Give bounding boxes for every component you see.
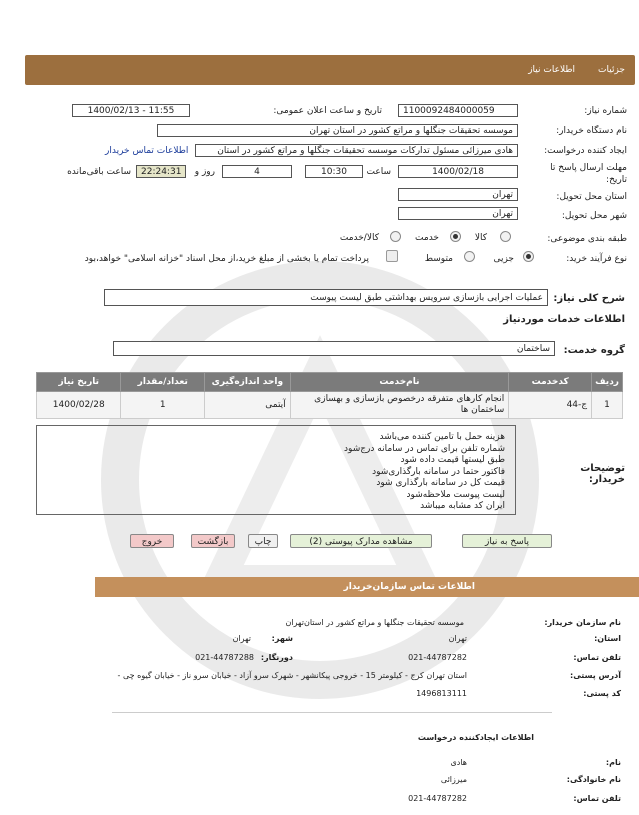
cell-unit: آیتمی bbox=[205, 392, 291, 419]
col-qty: تعداد/مقدار bbox=[121, 373, 205, 392]
col-code: کدخدمت bbox=[509, 373, 592, 392]
process-small-radio[interactable] bbox=[523, 251, 534, 262]
days-field: 4 bbox=[222, 165, 292, 178]
attachments-button[interactable]: مشاهده مدارک پیوستی (2) bbox=[290, 534, 432, 548]
cell-date: 1400/02/28 bbox=[37, 392, 121, 419]
buyer-label: نام دستگاه خریدار: bbox=[556, 126, 627, 136]
note-line: طبق لیستها قیمت داده شود bbox=[400, 455, 505, 465]
announce-label: تاریخ و ساعت اعلان عمومی: bbox=[273, 106, 382, 116]
need-number-field: 1100092484000059 bbox=[398, 104, 518, 117]
contact-address-label: آدرس پستی: bbox=[570, 671, 621, 680]
remaining-label: ساعت باقی‌مانده bbox=[67, 167, 131, 177]
process-medium-radio[interactable] bbox=[464, 251, 475, 262]
category-label: طبقه بندی موضوعی: bbox=[547, 234, 627, 244]
creator-label: ایجاد کننده درخواست: bbox=[544, 146, 627, 156]
print-button[interactable]: چاپ bbox=[248, 534, 278, 548]
col-row: ردیف bbox=[592, 373, 623, 392]
back-button[interactable]: بازگشت bbox=[191, 534, 235, 548]
category-goods-label: کالا bbox=[474, 233, 487, 243]
contact-fax-value: 021-44787288 bbox=[195, 653, 254, 662]
services-table bbox=[36, 372, 623, 419]
deadline-time-field: 10:30 bbox=[305, 165, 363, 178]
contact-section-bar bbox=[95, 577, 639, 597]
divider bbox=[112, 712, 552, 713]
province-label: استان محل تحویل: bbox=[556, 192, 627, 202]
reply-button[interactable]: پاسخ به نیاز bbox=[462, 534, 552, 548]
category-service-radio[interactable] bbox=[450, 231, 461, 242]
note-line: فاکتور حتما در سامانه بارگذاری‌شود bbox=[372, 466, 505, 477]
note-line: لیست پیوست ملاحظه‌شود bbox=[406, 489, 505, 500]
buyer-notes-box bbox=[36, 425, 516, 515]
city-label: شهر محل تحویل: bbox=[561, 211, 627, 221]
treasury-checkbox[interactable] bbox=[386, 250, 398, 262]
creator-name-value: هادی bbox=[450, 758, 467, 767]
city-field: تهران bbox=[398, 207, 518, 220]
announce-field: 1400/02/13 - 11:55 bbox=[72, 104, 190, 117]
days-label: روز و bbox=[194, 167, 215, 177]
contact-postal-label: کد پستی: bbox=[583, 689, 621, 698]
process-small-label: جزیی bbox=[493, 254, 514, 264]
col-unit: واحد اندازه‌گیری bbox=[205, 373, 291, 392]
contact-address-value: استان تهران کرج - کیلومتر 15 - خروجی پیکانشهر - شهرک سرو آزاد - خیابان سرو ناز - خیابان گیوه چی - bbox=[117, 671, 467, 680]
creator-info-title: اطلاعات ایجادکننده درخواست bbox=[417, 733, 534, 742]
creator-name-label: نام: bbox=[605, 758, 621, 767]
summary-label: شرح کلی نیاز: bbox=[553, 293, 625, 304]
col-name: نام‌خدمت bbox=[290, 373, 509, 392]
contact-phone-value: 021-44787282 bbox=[408, 653, 467, 662]
buyer-field: موسسه تحقیقات جنگلها و مراتع کشور در استان تهران bbox=[157, 124, 518, 137]
header-bar bbox=[25, 55, 635, 85]
cell-name: انجام کارهای متفرقه درخصوص بازسازی و بهسازی ساختمان ها bbox=[290, 392, 509, 419]
buyer-notes-label: توضیحات خریدار: bbox=[580, 463, 625, 485]
org-label: نام سازمان خریدار: bbox=[544, 618, 621, 627]
tab-details[interactable]: جزئیات bbox=[598, 65, 625, 75]
buyer-contact-link[interactable]: اطلاعات تماس خریدار bbox=[105, 146, 189, 156]
creator-phone-value: 021-44787282 bbox=[408, 794, 467, 803]
category-both-radio[interactable] bbox=[390, 231, 401, 242]
group-label: گروه خدمت: bbox=[563, 345, 625, 356]
contact-fax-label: دورنگار: bbox=[260, 653, 293, 662]
creator-phone-label: تلفن تماس: bbox=[573, 794, 621, 803]
deadline-label: مهلت ارسال پاسخ تا bbox=[550, 163, 627, 173]
creator-field: هادی میرزائی مسئول تدارکات موسسه تحقیقات جنگلها و مراتع کشور در استان bbox=[195, 144, 518, 157]
table-header-row bbox=[37, 373, 623, 392]
category-service-label: خدمت bbox=[415, 233, 439, 243]
col-date: تاریخ نیاز bbox=[37, 373, 121, 392]
contact-province-value: تهران bbox=[448, 634, 467, 643]
payment-note: پرداخت تمام یا بخشی از مبلغ خرید،از محل اسناد "خزانه اسلامی" خواهد،بود bbox=[84, 254, 369, 264]
tab-need-info[interactable]: اطلاعات نیاز bbox=[528, 65, 575, 75]
need-number-label: شماره نیاز: bbox=[584, 106, 627, 116]
deadline-label-date: تاریخ: bbox=[606, 175, 627, 185]
deadline-date-field: 1400/02/18 bbox=[398, 165, 518, 178]
note-line: شماره تلفن برای تماس در سامانه درج‌شود bbox=[344, 443, 505, 454]
creator-family-value: میرزائی bbox=[440, 775, 467, 784]
contact-section-title: اطلاعات تماس سازمان‌خریدار bbox=[343, 582, 475, 592]
cell-qty: 1 bbox=[121, 392, 205, 419]
province-field: تهران bbox=[398, 188, 518, 201]
summary-field: عملیات اجرایی بازسازی سرویس بهداشتی طبق لیست پیوست bbox=[104, 289, 548, 306]
remaining-time-field: 22:24:31 bbox=[136, 165, 186, 178]
note-line: هزینه حمل با تامین کننده می‌باشد bbox=[379, 432, 505, 442]
contact-city-label: شهر: bbox=[271, 634, 293, 643]
services-title: اطلاعات خدمات موردنیاز bbox=[503, 314, 625, 325]
contact-postal-value: 1496813111 bbox=[416, 689, 467, 698]
cell-code: ج-44 bbox=[509, 392, 592, 419]
note-line: قیمت کل در سامانه بارگذاری شود bbox=[376, 478, 505, 488]
process-label: نوع فرآیند خرید: bbox=[566, 254, 627, 264]
time-label: ساعت bbox=[366, 167, 391, 177]
category-goods-radio[interactable] bbox=[500, 231, 511, 242]
cell-row: 1 bbox=[592, 392, 623, 419]
creator-family-label: نام خانوادگی: bbox=[566, 775, 621, 784]
exit-button[interactable]: خروج bbox=[130, 534, 174, 548]
category-both-label: کالا/خدمت bbox=[339, 233, 379, 243]
contact-phone-label: تلفن تماس: bbox=[573, 653, 621, 662]
contact-province-label: استان: bbox=[594, 634, 621, 643]
table-row bbox=[37, 392, 623, 419]
note-line: ایران کد مشابه میباشد bbox=[420, 501, 505, 511]
group-field: ساختمان bbox=[113, 341, 555, 356]
org-value: موسسه تحقیقات جنگلها و مراتع کشور در استان‌تهران bbox=[285, 618, 464, 627]
contact-city-value: تهران bbox=[232, 634, 251, 643]
process-medium-label: متوسط bbox=[424, 254, 453, 264]
